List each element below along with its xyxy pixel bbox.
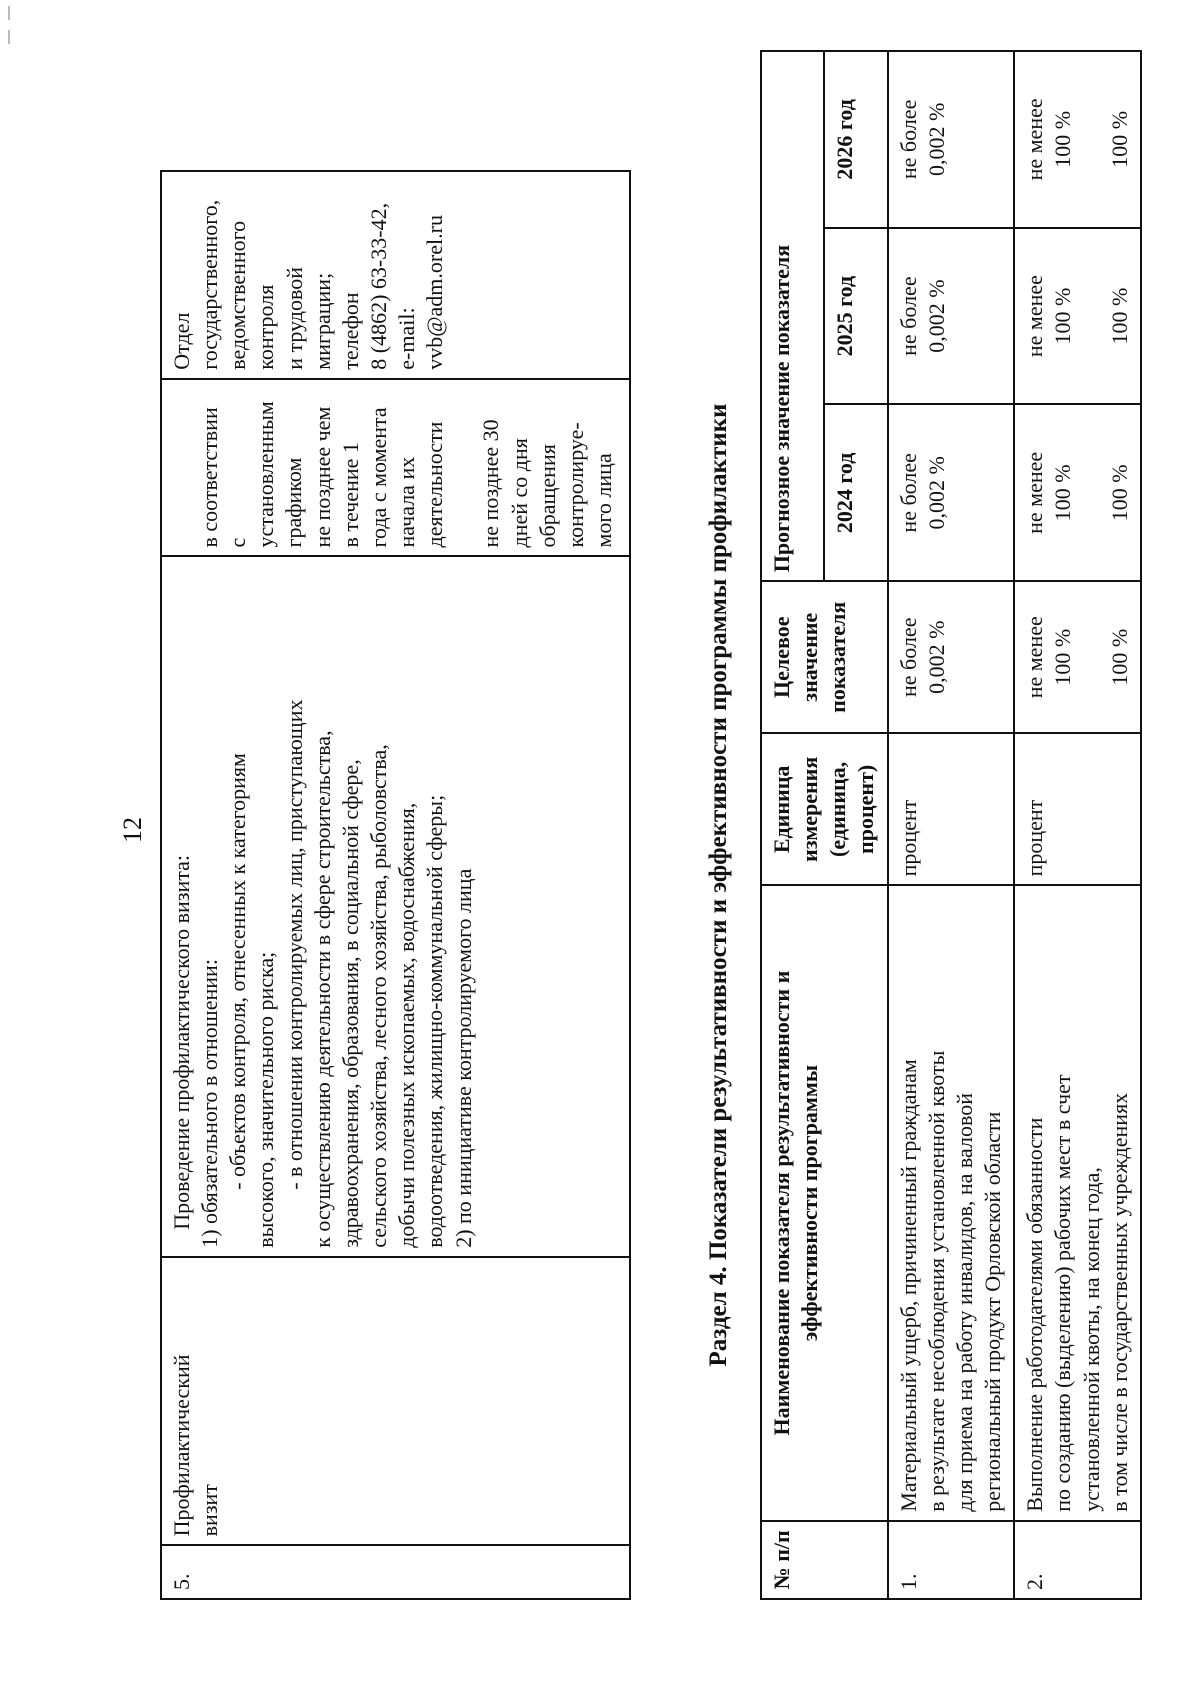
value-line: 100 % (1050, 464, 1076, 522)
forecast-2026-cell (1014, 51, 1141, 228)
description-line: 1) обязательного в отношении: (197, 959, 223, 1248)
performance-indicators-table (760, 50, 1142, 1600)
header-year: 2026 год (824, 51, 887, 228)
scan-mark (8, 6, 10, 20)
timing-line: не позднее 30 (478, 419, 504, 548)
value-line: 100 % (1106, 287, 1132, 345)
indicator-name-cell (1014, 885, 1141, 1520)
target-cell (888, 581, 1015, 733)
description-line: водоотведения, жилищно-коммунальной сферы; (422, 794, 448, 1248)
indicator-name-line: по созданию (выделению) рабочих мест в счет (1050, 1074, 1076, 1512)
rotated-page-content (60, 40, 1140, 1640)
spacer (168, 388, 196, 548)
indicator-name-line: Материальный ущерб, причиненный гражданам (895, 1059, 921, 1512)
forecast-2024-cell (1014, 404, 1141, 581)
department-line: ведомственного (225, 220, 251, 370)
value-line (1078, 413, 1106, 572)
timing-line: года с момента (365, 407, 391, 548)
indicator-name-line: в том числе в государственных учреждениях (1106, 1092, 1132, 1512)
forecast-2025-cell (888, 228, 1015, 405)
timing-line: в соответствии (197, 407, 222, 548)
measure-name-line: визит (197, 1484, 223, 1537)
value-line: 100 % (1106, 628, 1132, 686)
timing-line: обращения (534, 444, 560, 548)
department-line: e-mail: (394, 307, 420, 370)
timing-line: в течение 1 (337, 442, 363, 548)
unit-cell: процент (1014, 733, 1141, 885)
value-line: не более (895, 99, 921, 180)
page-number: 12 (118, 817, 147, 843)
description-line: Проведение профилактического визита: (169, 855, 194, 1230)
department-line: Отдел (169, 312, 194, 370)
table-row (1014, 51, 1141, 1599)
description-line: добычи полезных ископаемых, водоснабжения, (394, 802, 420, 1248)
value-line: не менее (1022, 616, 1048, 699)
timing-line: контролируе- (562, 422, 588, 548)
row-number: 1. (888, 1521, 1015, 1599)
table-header-row (761, 51, 824, 1599)
indicator-name-line: установленной квоты, на конец года, (1078, 1167, 1104, 1512)
value-line: 100 % (1050, 110, 1076, 168)
department-line: и трудовой (281, 267, 307, 370)
forecast-2025-cell (1014, 228, 1141, 405)
prevention-measures-table (160, 170, 631, 1600)
timing-cell (161, 379, 630, 557)
table-row (888, 51, 1015, 1599)
value-line (1078, 60, 1106, 219)
scan-mark (8, 30, 10, 44)
value-line: 100 % (1050, 628, 1076, 686)
header-target: Целевое значение показателя (761, 581, 888, 733)
timing-line: деятельности (422, 421, 448, 548)
indicator-name-line: в результате несоблюдения установленной квоты (923, 1050, 949, 1512)
timing-line: начала их (394, 456, 420, 548)
forecast-2024-cell (888, 404, 1015, 581)
row-number: 2. (1014, 1521, 1141, 1599)
timing-line: мого лица (591, 453, 617, 548)
value-line: 100 % (1050, 287, 1076, 345)
header-unit: Единица измерения (единица, процент) (761, 733, 888, 885)
description-line: 2) по инициативе контролируемого лица (450, 868, 476, 1248)
header-year: 2025 год (824, 228, 887, 405)
target-cell (1014, 581, 1141, 733)
row-number: 5. (161, 1545, 630, 1599)
description-line: к осуществлению деятельности в сфере строительства, (309, 730, 335, 1248)
indicator-name-line: для приема на работу инвалидов, на валовой (951, 1093, 977, 1512)
forecast-2026-cell (888, 51, 1015, 228)
value-line: 0,002 % (923, 102, 949, 177)
timing-line: с установленным (225, 401, 279, 548)
value-line: 0,002 % (923, 456, 949, 530)
value-line: не более (895, 617, 921, 697)
header-indicator-name: Наименование показателя результативности и эффективности программы (761, 885, 888, 1520)
department-line: телефон (337, 292, 363, 370)
timing-line: графиком (281, 457, 307, 548)
email-link[interactable]: vvb@adm.orel.ru (422, 215, 448, 370)
value-line: не менее (1022, 451, 1048, 534)
header-number: № п/п (761, 1521, 888, 1599)
indicator-name-cell (888, 885, 1015, 1520)
description-line: - в отношении контролируемых лиц, приступающих (281, 699, 307, 1190)
value-line: не более (895, 453, 921, 533)
description-line: - объектов контроля, отнесенных к категориям (225, 753, 251, 1190)
header-forecast: Прогнозное значение показателя (761, 51, 824, 581)
description-line: высокого, значительного риска; (253, 951, 279, 1248)
value-line: 0,002 % (923, 279, 949, 353)
measure-description-cell (161, 556, 630, 1256)
responsible-department-cell (161, 171, 630, 379)
value-line: не менее (1022, 275, 1048, 358)
value-line: не менее (1022, 98, 1048, 181)
department-line: миграции; (309, 272, 335, 370)
table-row (161, 171, 630, 1599)
department-line: контроля (253, 284, 279, 370)
indicator-name-line: Выполнение работодателями обязанности (1022, 1117, 1048, 1512)
timing-line: не позднее чем (309, 406, 335, 548)
department-line: 8 (4862) 63-33-42, (366, 202, 392, 370)
value-line: 0,002 % (923, 620, 949, 694)
header-year: 2024 год (824, 404, 887, 581)
value-line (1078, 237, 1106, 396)
value-line (1078, 590, 1106, 724)
timing-line: дней со дня (506, 438, 532, 548)
description-line: здравоохранения, образования, в социальной сфере, (337, 759, 363, 1248)
description-line: сельского хозяйства, лесного хозяйства, рыболовства, (366, 744, 392, 1248)
value-line: 100 % (1106, 110, 1132, 168)
value-line: не более (895, 276, 921, 356)
measure-name-cell (161, 1257, 630, 1546)
section-title: Раздел 4. Показатели результативности и эффективности программы профилактики (705, 403, 732, 1367)
spacer (449, 388, 477, 548)
value-line: 100 % (1106, 464, 1132, 522)
unit-cell: процент (888, 733, 1015, 885)
measure-name-line: Профилактический (169, 1354, 194, 1537)
department-line: государственного, (197, 199, 223, 370)
indicator-name-line: региональный продукт Орловской области (980, 1111, 1006, 1512)
